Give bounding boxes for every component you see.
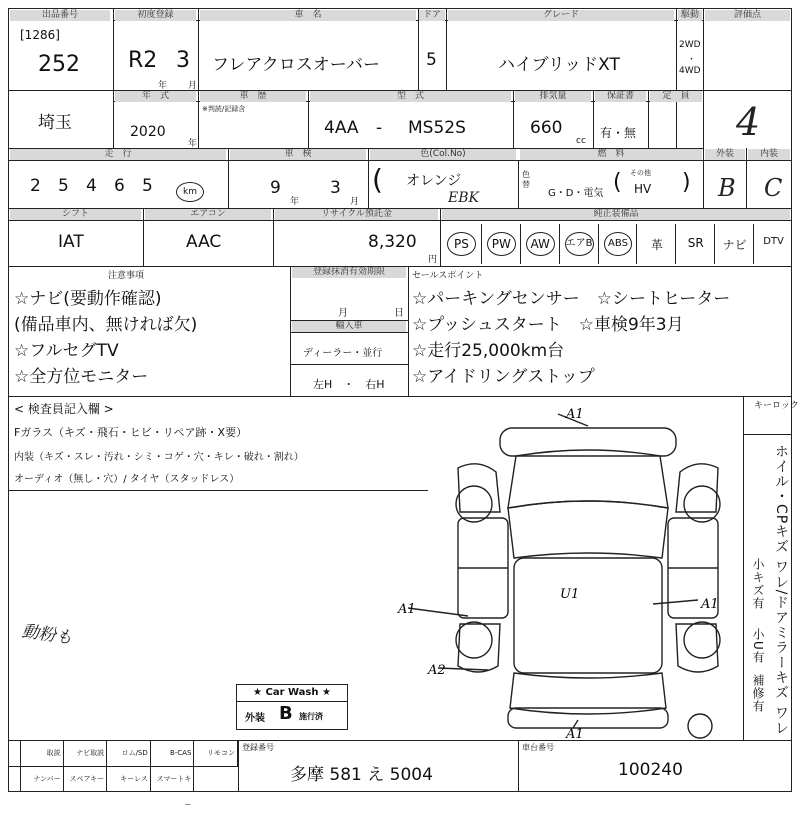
divider <box>8 160 792 161</box>
drive-dot: ・ <box>687 55 697 65</box>
equipment-cell <box>714 224 754 264</box>
divider <box>228 148 229 208</box>
reg-month-unit: 月 <box>338 308 348 319</box>
grade-label: グレード <box>448 10 674 21</box>
divider <box>746 148 747 208</box>
mileage-unit: km <box>176 182 204 202</box>
drive-label: 駆動 <box>678 10 702 21</box>
right-rear-wheel <box>684 622 720 658</box>
fuel-circled: HV <box>634 182 652 196</box>
car-wash-stamp <box>236 684 348 730</box>
right-front-wheel <box>684 486 720 522</box>
divider <box>676 8 677 148</box>
equipment-item: ナビ <box>722 238 747 252</box>
history-note: ※判読/記録含 <box>202 105 246 113</box>
equipment-cell <box>442 224 481 264</box>
reg-day-unit: 日 <box>394 308 404 319</box>
mileage-digit: 4 <box>86 176 97 196</box>
left-front-fender <box>458 464 500 512</box>
lot-label: 出品番号 <box>10 10 110 21</box>
aircon-label: エアコン <box>145 209 271 220</box>
interior-grade: C <box>764 174 783 202</box>
color-label: 色(Col.No) <box>370 149 516 160</box>
right-rear-fender <box>676 624 718 672</box>
mark-left: A1 <box>398 602 416 617</box>
divider <box>518 740 519 792</box>
audio-tire-note: オーディオ（無し・穴）/ タイヤ（スタッドレス） <box>14 474 240 485</box>
mileage-digit: 6 <box>114 176 125 196</box>
side-note-small-scratch: 小キズ有 <box>751 558 765 610</box>
era: R2 <box>128 48 158 73</box>
divider <box>290 364 408 365</box>
front-bumper <box>500 428 676 456</box>
mileage-digit: 5 <box>58 176 69 196</box>
fuel-paren-open: ( <box>613 170 622 195</box>
chassis-number: 100240 <box>618 760 683 780</box>
divider <box>513 90 514 148</box>
fuel: G・D・電気 <box>548 188 604 199</box>
car-name: フレアクロスオーバー <box>212 55 380 75</box>
auction-sheet <box>8 8 799 809</box>
shaken-label: 車 検 <box>230 149 366 160</box>
accessories-row <box>20 766 238 809</box>
yen-unit: 円 <box>428 255 438 265</box>
divider <box>368 148 369 208</box>
notes-label: 注意事項 <box>108 271 145 281</box>
drive-4wd: 4WD <box>679 66 701 76</box>
equipment-item: 革 <box>650 238 663 252</box>
equipment-item: PS <box>447 232 476 256</box>
mark-top: A1 <box>566 407 584 422</box>
divider <box>743 434 792 435</box>
accessory-item: スマートキー <box>151 766 195 792</box>
note-line: ☆ナビ(要動作確認) <box>14 289 162 309</box>
divider <box>703 8 704 208</box>
note-line: ☆フルセグTV <box>14 341 119 361</box>
side-note-repair: 補修有 <box>751 674 765 713</box>
divider <box>440 208 441 266</box>
equipment-label: 純正装備品 <box>442 209 790 220</box>
divider <box>198 90 199 148</box>
shaken-year-unit: 年 <box>290 197 300 207</box>
model-code: MS52S <box>408 118 466 138</box>
divider <box>8 396 792 397</box>
displacement-label: 排気量 <box>515 91 591 102</box>
sales-label: セールスポイント <box>412 271 484 281</box>
equipment-cell <box>753 224 793 264</box>
region: 埼玉 <box>38 113 72 133</box>
windshield <box>508 501 668 558</box>
divider <box>743 396 744 740</box>
color-change-label: 色替 <box>522 170 530 189</box>
sales-point: ☆パーキングセンサー ☆シートヒーター <box>412 289 731 309</box>
divider <box>113 8 114 148</box>
capacity-label: 定 員 <box>650 91 702 102</box>
equipment-cell <box>481 224 521 264</box>
sales-point: ☆プッシュスタート ☆車検9年3月 <box>412 315 684 335</box>
car-wash-suffix: 施行済 <box>299 712 323 721</box>
interior-label: 内装 <box>748 149 790 160</box>
lot-number: 252 <box>38 52 80 77</box>
fuel-paren-close: ) <box>682 170 691 195</box>
lot-sub: [1286] <box>20 28 60 42</box>
shaken-month-unit: 月 <box>350 197 360 207</box>
chassis-label: 車台番号 <box>522 743 554 752</box>
spare-wheel <box>688 714 712 738</box>
keylock-label: キーロック <box>754 401 799 411</box>
steering-side: 左H ・ 右H <box>313 378 385 391</box>
first-reg-label: 初度登録 <box>115 10 196 21</box>
model-prefix: 4AA <box>324 118 359 138</box>
equipment-cell <box>520 224 560 264</box>
accessory-item: ロム/SD <box>107 740 151 766</box>
handwritten-note: 動粉も <box>20 621 74 649</box>
doors: 5 <box>426 50 437 70</box>
note-line: ☆全方位モニター <box>14 367 149 387</box>
car-diagram <box>398 407 738 742</box>
accessory-item: B-CAS <box>151 740 195 766</box>
equipment-item: DTV <box>763 236 784 247</box>
reg-month: 3 <box>176 48 190 73</box>
mark-center: U1 <box>560 587 580 602</box>
recycle-fee: 8,320 <box>368 232 417 252</box>
equipment-item: エアB <box>565 232 594 256</box>
reg-expiry-label: 登録抹消有効期限 <box>292 267 406 278</box>
fuel-label: 燃 料 <box>520 149 702 160</box>
mileage-digit: 5 <box>142 176 153 196</box>
divider <box>593 90 594 148</box>
right-front-fender <box>676 464 718 512</box>
recycle-label: リサイクル預託金 <box>275 209 438 220</box>
divider <box>143 208 144 266</box>
inspection-label: < 検査員記入欄 > <box>14 402 114 416</box>
interior-note: 内装（キズ・スレ・汚れ・シミ・コゲ・穴・キレ・破れ・割れ） <box>14 452 304 463</box>
import-label: 輸入車 <box>292 321 406 332</box>
equipment-cell <box>675 224 715 264</box>
displacement-unit: cc <box>576 136 586 146</box>
divider <box>290 332 408 333</box>
month-unit: 月 <box>188 81 198 91</box>
accessory-item: スペアキー <box>64 766 108 792</box>
car-wash-prefix: 外装 <box>245 713 265 724</box>
year-suffix: 年 <box>188 139 198 149</box>
color: オレンジ <box>406 173 462 189</box>
divider <box>408 266 409 396</box>
fuel-other: その他 <box>630 169 651 177</box>
history-label: 車 歴 <box>200 91 306 102</box>
divider <box>308 90 309 148</box>
year-unit: 年 <box>158 81 168 91</box>
grade: ハイブリッドXT <box>498 55 620 75</box>
sales-point: ☆アイドリングストップ <box>412 367 595 387</box>
warranty-label: 保証書 <box>595 91 646 102</box>
divider <box>238 740 239 792</box>
model-label: 型 式 <box>310 91 511 102</box>
side-damage-note: ホイル・CPキズ ワレ/ドアミラーキズ ワレ <box>773 444 789 736</box>
model-year: 2020 <box>130 124 166 140</box>
equipment-cell <box>636 224 676 264</box>
mileage-digit: 2 <box>30 176 41 196</box>
divider <box>290 266 291 396</box>
color-paren-open: ( <box>372 163 383 196</box>
glass-note: Fガラス（キズ・飛石・ヒビ・リペア跡・X要） <box>14 426 248 439</box>
accessories-row <box>20 740 238 766</box>
score-label: 評価点 <box>705 10 790 21</box>
mark-right: A1 <box>701 597 719 612</box>
hood <box>508 450 668 508</box>
equipment-item: SR <box>687 236 704 250</box>
accessory-item: リモコン <box>194 740 238 766</box>
year-label: 年 式 <box>115 91 196 102</box>
divider <box>273 208 274 266</box>
mileage-label: 走 行 <box>10 149 226 160</box>
side-note-dent: 小U有 <box>751 628 765 664</box>
shift: IAT <box>58 232 84 252</box>
car-wash-title: ★ Car Wash ★ <box>237 685 347 702</box>
divider <box>8 220 792 221</box>
left-rear-wheel <box>456 622 492 658</box>
divider <box>8 490 428 491</box>
shift-label: シフト <box>10 209 141 220</box>
shaken-month: 3 <box>330 178 341 198</box>
sales-point: ☆走行25,000km台 <box>412 341 565 361</box>
score: 4 <box>736 100 761 144</box>
dealer-type: ディーラー・並行 <box>303 348 383 359</box>
note-line: (備品車内、無ければ欠) <box>14 315 198 335</box>
equipment-item: PW <box>487 232 516 256</box>
left-rear-fender <box>458 624 500 672</box>
color-code: EBK <box>448 190 479 206</box>
accessory-item: ナビ取説 <box>64 740 108 766</box>
aircon: AAC <box>186 232 222 252</box>
door-label: ドア <box>419 10 445 21</box>
divider <box>648 90 649 148</box>
equipment-item: ABS <box>604 232 633 256</box>
shaken-year: 9 <box>270 178 281 198</box>
warranty: 有・無 <box>600 126 637 140</box>
name-label: 車 名 <box>200 10 416 21</box>
equipment-item: AW <box>526 232 555 256</box>
accessory-item: 取説 <box>20 740 64 766</box>
plate-label: 登録番号 <box>242 743 274 752</box>
equipment-list <box>442 224 792 264</box>
mark-bottom: A1 <box>566 727 584 742</box>
accessory-item: ナンバー <box>20 766 64 792</box>
displacement: 660 <box>530 118 563 138</box>
equipment-cell <box>598 224 638 264</box>
roof <box>514 558 662 673</box>
mark-left-rear: A2 <box>428 663 446 678</box>
left-front-wheel <box>456 486 492 522</box>
drive-2wd: 2WD <box>679 40 701 50</box>
license-plate: 多摩 581 え 5004 <box>290 765 433 785</box>
divider <box>518 160 519 208</box>
model-dash: - <box>376 118 383 138</box>
equipment-cell <box>559 224 599 264</box>
exterior-grade: B <box>718 174 736 202</box>
exterior-label: 外装 <box>705 149 745 160</box>
accessory-item: キーレス <box>107 766 151 792</box>
car-wash-grade: B <box>279 703 293 724</box>
